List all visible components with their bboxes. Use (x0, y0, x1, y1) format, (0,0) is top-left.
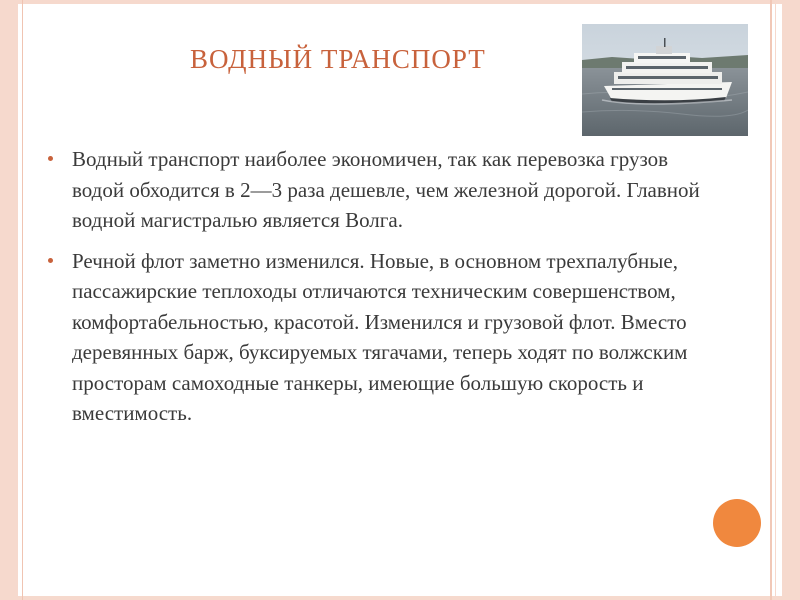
bullet-text: Речной флот заметно изменился. Новые, в основном трехпалубные, пассажирские теплоходы отличаются техническим совершенством, комфортабельностью, красотой. Изменился и грузовой флот. Вместо деревянных барж, буксируемых тягачами, теперь ходят по волжским просторам самоходные танкеры, имеющие большую скорость и вместимость. (72, 248, 688, 425)
orange-circle-decoration (713, 499, 761, 547)
frame-right-border (782, 0, 800, 600)
bullet-item (48, 144, 708, 236)
frame-left-border (0, 0, 18, 600)
slide-title: ВОДНЫЙ ТРАНСПОРТ (190, 44, 486, 74)
bullet-item (48, 246, 708, 429)
frame-left-line (22, 0, 23, 600)
frame-bottom-border (0, 596, 800, 600)
slide-content (48, 144, 708, 439)
frame-top-border (0, 0, 800, 4)
bullet-dot-icon (48, 258, 53, 263)
frame-right-line-inner (775, 0, 776, 600)
frame-right-line (770, 0, 772, 600)
bullet-dot-icon (48, 156, 53, 161)
bullet-text: Водный транспорт наиболее экономичен, так как перевозка грузов водой обходится в 2—3 раза дешевле, чем железной дорогой. Главной водной магистралью является Волга. (72, 147, 700, 232)
river-ship-photo (582, 24, 748, 136)
